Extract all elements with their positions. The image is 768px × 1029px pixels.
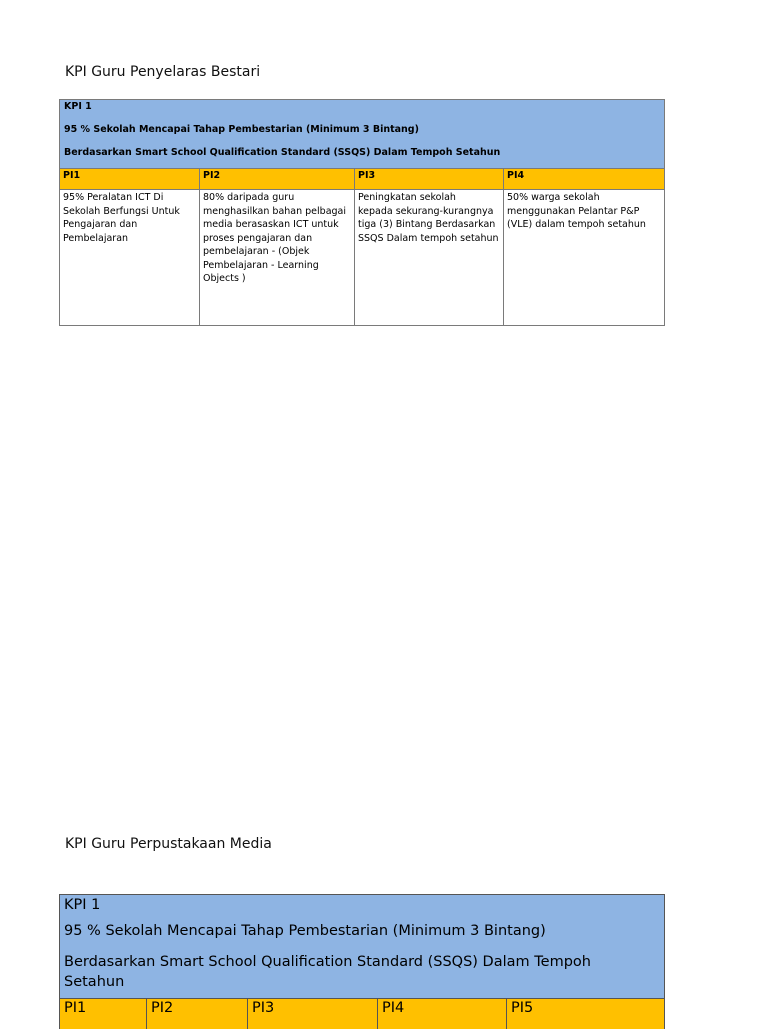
pi-header-cell: PI4 bbox=[507, 170, 525, 181]
pi-description-row bbox=[60, 190, 664, 325]
pi-header-cell: PI1 bbox=[60, 169, 200, 189]
pi-header-cell: PI3 bbox=[355, 169, 504, 189]
kpi-statement-line1: 95 % Sekolah Mencapai Tahap Pembestarian (Minimum 3 Bintang) bbox=[64, 124, 419, 135]
kpi-header bbox=[60, 895, 664, 999]
pi-header-cell: PI2 bbox=[147, 999, 248, 1029]
kpi-statement-line1: 95 % Sekolah Mencapai Tahap Pembestarian (Minimum 3 Bintang) bbox=[64, 923, 546, 939]
pi-description-cell: 50% warga sekolah menggunakan Pelantar P&P (VLE) dalam tempoh setahun bbox=[507, 192, 646, 230]
kpi-label: KPI 1 bbox=[64, 897, 101, 913]
pi-header-row bbox=[60, 169, 664, 190]
pi-header-cell: PI5 bbox=[511, 1000, 534, 1016]
pi-header-cell: PI4 bbox=[378, 999, 507, 1029]
pi-description-cell: 95% Peralatan ICT Di Sekolah Berfungsi Untuk Pengajaran dan Pembelajaran bbox=[60, 190, 200, 325]
pi-header-cell: PI2 bbox=[200, 169, 355, 189]
kpi-statement-line2: Berdasarkan Smart School Qualification Standard (SSQS) Dalam Tempoh Setahun bbox=[64, 147, 501, 158]
section-heading-perpustakaan: KPI Guru Perpustakaan Media bbox=[65, 836, 272, 852]
kpi-statement-line2: Berdasarkan Smart School Qualification Standard (SSQS) Dalam Tempoh Setahun bbox=[64, 954, 591, 990]
kpi-header bbox=[60, 100, 664, 169]
kpi-table-perpustakaan bbox=[59, 894, 665, 1029]
pi-header-cell: PI3 bbox=[248, 999, 378, 1029]
pi-header-row bbox=[60, 999, 664, 1029]
pi-description-cell: Peningkatan sekolah kepada sekurang-kurangnya tiga (3) Bintang Berdasarkan SSQS Dalam tempoh setahun bbox=[355, 190, 504, 325]
section-heading-penyelaras: KPI Guru Penyelaras Bestari bbox=[65, 64, 261, 80]
pi-description-cell: 80% daripada guru menghasilkan bahan pelbagai media berasaskan ICT untuk proses pengajaran dan pembelajaran - (Objek Pembelajaran - Learning Objects ) bbox=[200, 190, 355, 325]
kpi-table-penyelaras bbox=[59, 99, 665, 326]
kpi-label: KPI 1 bbox=[64, 101, 92, 112]
pi-header-cell: PI1 bbox=[60, 999, 147, 1029]
